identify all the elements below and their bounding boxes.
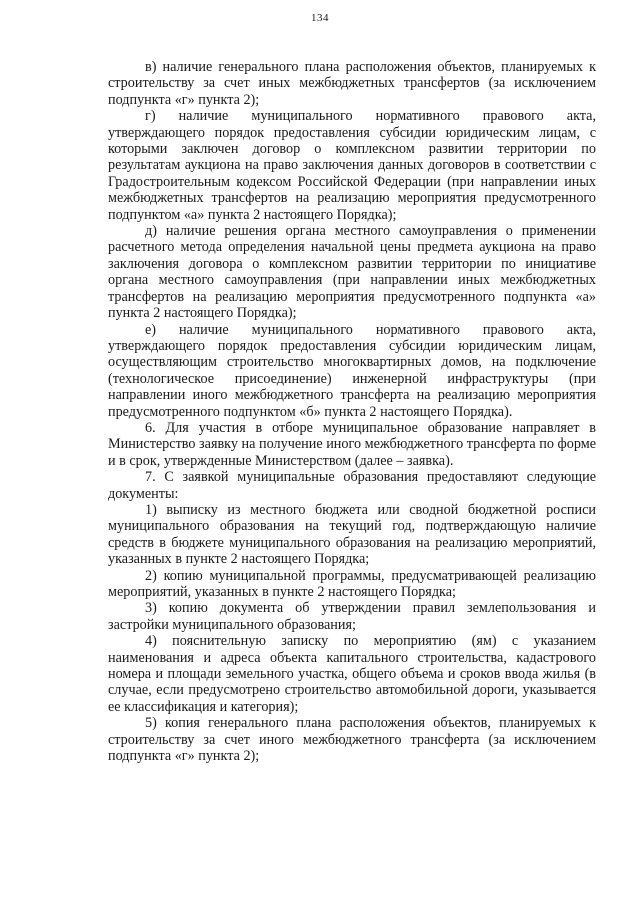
paragraph-doc-2: 2) копию муниципальной программы, предусматривающей реализацию мероприятий, указанных в пункте 2 настоящего Порядка; <box>108 567 596 600</box>
document-body <box>108 59 596 764</box>
paragraph-clause-6: 6. Для участия в отборе муниципальное образование направляет в Министерство заявку на получение иного межбюджетного трансферта по форме и в срок, утвержденные Министерством (далее – заявка). <box>108 419 596 469</box>
paragraph-item-e: е) наличие муниципального нормативного правового акта, утверждающего порядок предоставления субсидии юридическим лицам, осуществляющим строительство многоквартирных домов, на подключение (технологическое присоединение) инженерной инфраструктуры (при направлении иного межбюджетного трансферта на реализацию мероприятия предусмотренного подпунктом «б» пункта 2 настоящего Порядка). <box>108 321 596 420</box>
paragraph-clause-7: 7. С заявкой муниципальные образования предоставляют следующие документы: <box>108 469 596 502</box>
paragraph-item-g: г) наличие муниципального нормативного правового акта, утверждающего порядок предоставления субсидии юридическим лицам, с которыми заключен договор о комплексном развитии территории по результатам аукциона на право заключения данных договоров в соответствии с Градостроительным кодексом Российской Федерации (при направлении иных межбюджетных трансфертов на реализацию мероприятия предусмотренного подпунктом «а» пункта 2 настоящего Порядка); <box>108 108 596 223</box>
paragraph-doc-5: 5) копия генерального плана расположения объектов, планируемых к строительству за счет иного межбюджетного трансферта (за исключением подпункта «г» пункта 2); <box>108 715 596 765</box>
paragraph-doc-3: 3) копию документа об утверждении правил землепользования и застройки муниципального образования; <box>108 600 596 633</box>
paragraph-doc-4: 4) пояснительную записку по мероприятию (ям) с указанием наименования и адреса объекта капитального строительства, кадастрового номера и площади земельного участка, общего объема и сроков ввода жилья (в случае, если предусмотрено строительство автомобильной дороги, указывается ее классификация и категория); <box>108 633 596 715</box>
paragraph-doc-1: 1) выписку из местного бюджета или сводной бюджетной росписи муниципального образования на текущий год, подтверждающую наличие средств в бюджете муниципального образования на реализацию мероприятий, указанных в пункте 2 настоящего Порядка; <box>108 501 596 568</box>
paragraph-item-d: д) наличие решения органа местного самоуправления о применении расчетного метода определения начальной цены предмета аукциона на право заключения договора о комплексном развитии территории по инициативе органа местного самоуправления (при направлении иных межбюджетных трансфертов на реализацию мероприятия предусмотренного подпункта «а» пункта 2 настоящего Порядка); <box>108 223 596 322</box>
paragraph-item-v: в) наличие генерального плана расположения объектов, планируемых к строительству за счет иных межбюджетных трансфертов (за исключением подпункта «г» пункта 2); <box>108 59 596 108</box>
page-number: 134 <box>311 12 329 24</box>
